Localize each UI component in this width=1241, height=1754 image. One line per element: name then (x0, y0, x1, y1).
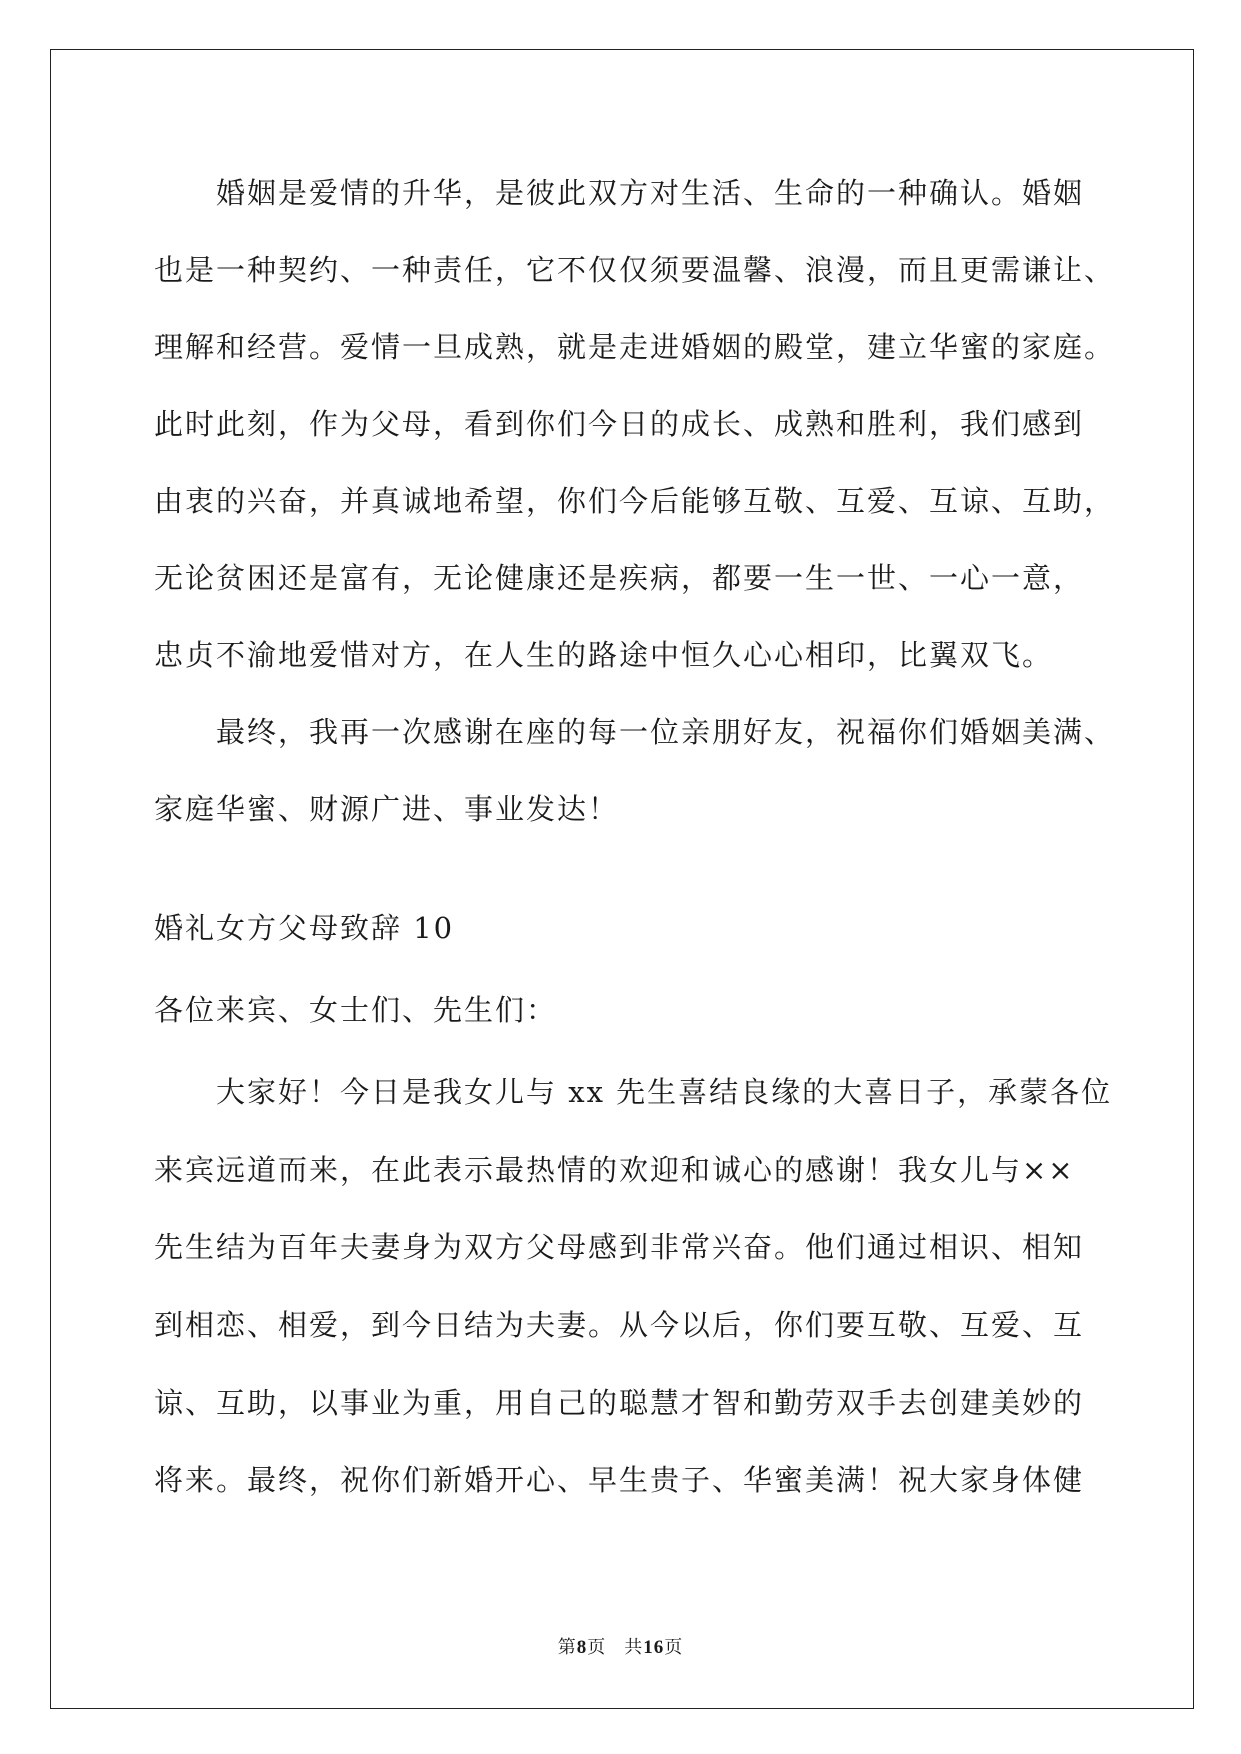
body-line: 家庭华蜜、财源广进、事业发达！ (154, 792, 620, 826)
section-heading: 婚礼女方父母致辞 10 (154, 911, 455, 945)
body-line: 先生结为百年夫妻身为双方父母感到非常兴奋。他们通过相识、相知 (154, 1230, 1085, 1264)
body-line: 由衷的兴奋，并真诚地希望，你们今后能够互敬、互爱、互谅、互助， (154, 484, 1116, 518)
body-line: 无论贫困还是富有，无论健康还是疾病，都要一生一世、一心一意， (154, 561, 1085, 595)
total-prefix: 共 (624, 1637, 644, 1658)
page-suffix: 页 (587, 1637, 607, 1658)
body-line: 将来。最终，祝你们新婚开心、早生贵子、华蜜美满！祝大家身体健 (154, 1463, 1085, 1497)
body-line: 大家好！今日是我女儿与 xx 先生喜结良缘的大喜日子，承蒙各位 (216, 1075, 1113, 1109)
total-pages: 16 (643, 1637, 665, 1658)
page-prefix: 第 (557, 1637, 577, 1658)
page-number: 8 (576, 1637, 588, 1658)
body-line: 也是一种契约、一种责任，它不仅仅须要温馨、浪漫，而且更需谦让、 (154, 253, 1116, 287)
total-suffix: 页 (664, 1637, 684, 1658)
body-line: 来宾远道而来，在此表示最热情的欢迎和诚心的感谢！我女儿与×× (154, 1153, 1075, 1187)
body-line: 谅、互助，以事业为重，用自己的聪慧才智和勤劳双手去创建美妙的 (154, 1386, 1085, 1420)
body-line: 到相恋、相爱，到今日结为夫妻。从今以后，你们要互敬、互爱、互 (154, 1308, 1085, 1342)
salutation: 各位来宾、女士们、先生们： (154, 993, 558, 1027)
body-line: 忠贞不渝地爱惜对方，在人生的路途中恒久心心相印，比翼双飞。 (154, 638, 1054, 672)
body-line: 此时此刻，作为父母，看到你们今日的成长、成熟和胜利，我们感到 (154, 407, 1085, 441)
body-line: 最终，我再一次感谢在座的每一位亲朋好友，祝福你们婚姻美满、 (216, 715, 1116, 749)
page-footer (0, 1636, 1241, 1660)
body-line: 理解和经营。爱情一旦成熟，就是走进婚姻的殿堂，建立华蜜的家庭。 (154, 330, 1116, 364)
body-line: 婚姻是爱情的升华，是彼此双方对生活、生命的一种确认。婚姻 (216, 176, 1085, 210)
